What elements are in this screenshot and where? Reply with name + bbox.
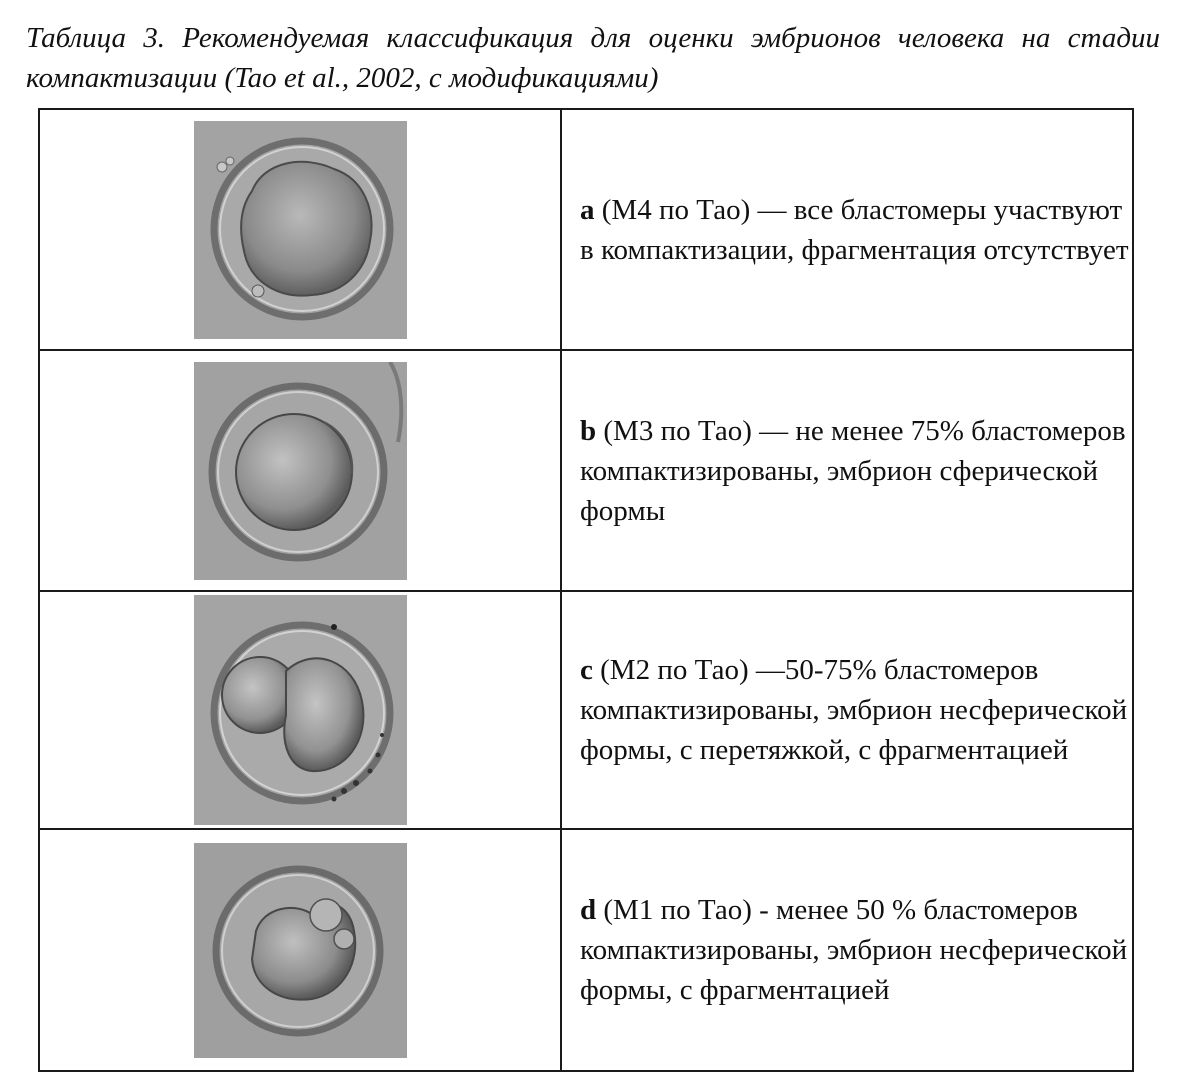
- image-cell: [39, 829, 561, 1071]
- table-row: [39, 350, 1133, 591]
- image-cell: [39, 109, 561, 350]
- grade-code: b: [580, 414, 597, 447]
- description-cell: [561, 591, 1133, 829]
- nonspherical-embryo-photo: [194, 595, 407, 825]
- classification-table: [38, 108, 1134, 1072]
- table-caption: Таблица 3. Рекомендуемая классификация для оценки эмбрионов человека на стадии компактизации (Tao et al., 2002, с модификациями): [26, 22, 1160, 94]
- grade-code: a: [580, 193, 595, 226]
- description-cell: [561, 350, 1133, 591]
- grade-description: (М2 по Тао) —50-75% бластомеров компактизированы, эмбрион несферической формы, с перетяжкой, с фрагментацией: [580, 654, 1128, 766]
- description-cell: [561, 829, 1133, 1071]
- table-row: [39, 591, 1133, 829]
- grade-description: (М1 по Тао) - менее 50 % бластомеров компактизированы, эмбрион несферической формы, с фрагментацией: [580, 894, 1128, 1006]
- compacted-embryo-photo: [194, 121, 407, 339]
- grade-code: c: [580, 654, 593, 686]
- fragmented-embryo-photo: [194, 843, 407, 1058]
- image-cell: [39, 591, 561, 829]
- table-row: [39, 109, 1133, 350]
- grade-description: (М3 по Тао) — не менее 75% бластомеров компактизированы, эмбрион сферической формы: [580, 414, 1126, 527]
- description-cell: [561, 109, 1133, 350]
- table-row: [39, 829, 1133, 1071]
- grade-code: d: [580, 894, 597, 926]
- grade-description: (М4 по Тао) — все бластомеры участвуют в компактизации, фрагментация отсутствует: [580, 193, 1129, 266]
- spherical-embryo-photo: [194, 362, 407, 580]
- image-cell: [39, 350, 561, 591]
